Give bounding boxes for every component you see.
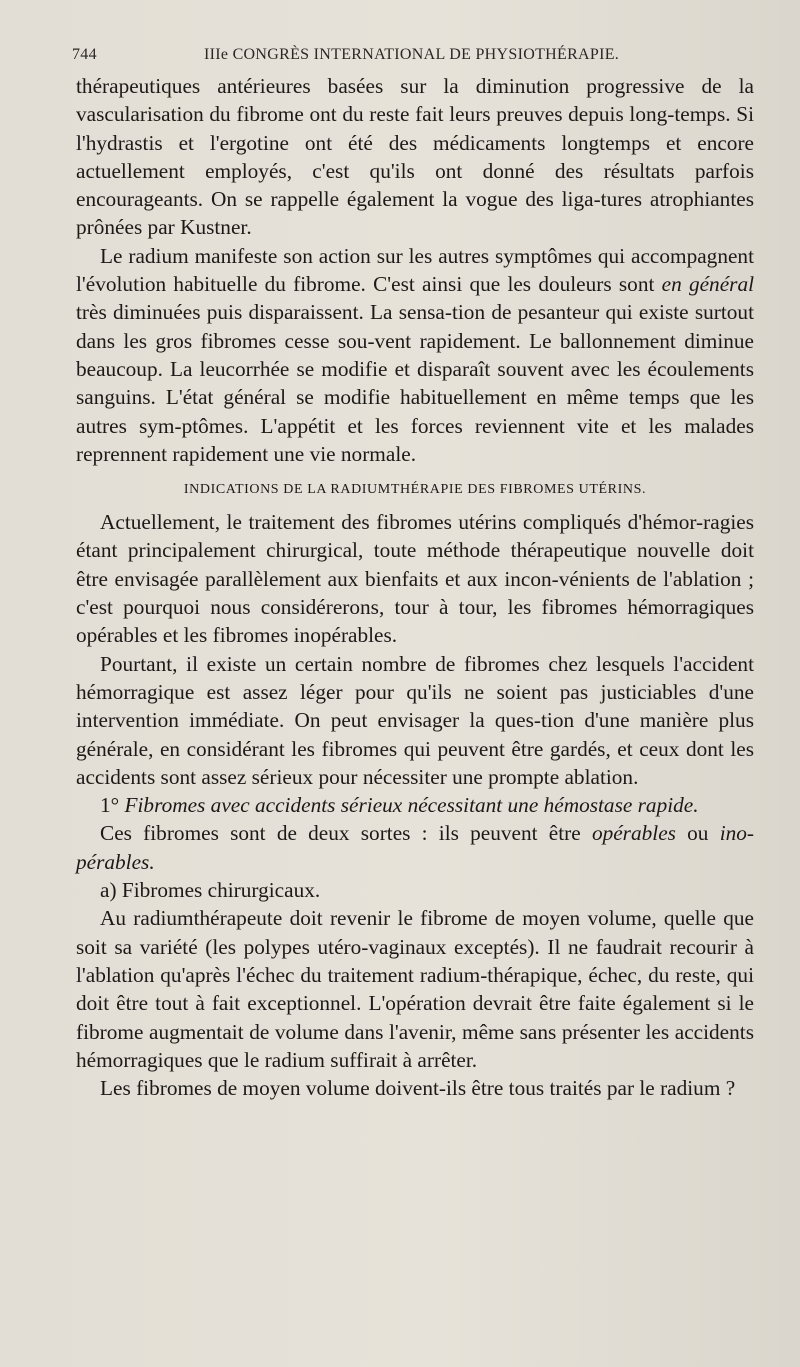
paragraph-8: Au radiumthérapeute doit revenir le fibrome de moyen volume, quelle que soit sa variété (les polypes utéro-vaginaux exceptés). Il ne faudrait recourir à l'ablation qu'après l'échec du traitement radium-thérapique, échec, du reste, qui doit être tout à fait exceptionnel. L'opération devrait être faite également si le fibrome augmentait de volume dans l'avenir, même sans présenter les accidents hémorragiques que le radium suffirait à arrêter. — [76, 906, 754, 1072]
page-number: 744 — [72, 46, 97, 63]
running-title: IIIe CONGRÈS INTERNATIONAL DE PHYSIOTHÉRAPIE. — [204, 46, 620, 63]
paragraph-5-number: 1° — [100, 793, 120, 818]
paragraph-6-italic-1: opérables — [591, 821, 676, 846]
paragraph-5-italic: Fibromes avec accidents sérieux nécessitant une hémostase rapide. — [124, 793, 699, 818]
paragraph-6-text-b: ou — [675, 821, 720, 846]
paragraph-6-italic-2: ino-pérables. — [76, 821, 754, 874]
paragraph-2 — [76, 242, 754, 468]
paragraph-4: Pourtant, il existe un certain nombre de fibromes chez lesquels l'accident hémorragique est assez léger pour qu'ils ne soient pas justiciables d'une intervention immédiate. On peut envisager la ques-tion d'une manière plus générale, en considérant les fibromes qui peuvent être gardés, et ceux dont les accidents sont assez sérieux pour nécessiter une prompte ablation. — [76, 651, 754, 789]
section-heading: INDICATIONS DE LA RADIUMTHÉRAPIE DES FIBROMES UTÉRINS. — [183, 482, 647, 498]
paragraph-2-italic: en général — [661, 272, 755, 297]
paragraph-6 — [76, 819, 754, 876]
page-body — [76, 72, 754, 1102]
paragraph-2-text-b: très diminuées puis disparaissent. La sensa-tion de pesanteur qui existe surtout dans les gros fibromes cesse sou-vent rapidement. Le ballonnement diminue beaucoup. La leucorrhée se modifie et disparaît souvent avec les écoulements sanguins. L'état général se modifie habituellement en même temps que les autres sym-ptômes. L'appétit et les forces reviennent vite et les malades reprennent rapidement une vie normale. — [76, 300, 754, 466]
paragraph-3: Actuellement, le traitement des fibromes utérins compliqués d'hémor-ragies étant principalement chirurgical, toute méthode thérapeutique nouvelle doit être envisagée parallèlement aux bienfaits et aux incon-vénients de l'ablation ; c'est pourquoi nous considérerons, tour à tour, les fibromes hémorragiques opérables et les fibromes inopérables. — [76, 510, 754, 648]
paragraph-6-text-a: Ces fibromes sont de deux sortes : ils peuvent être — [100, 821, 592, 846]
paragraph-9: Les fibromes de moyen volume doivent-ils être tous traités par le radium ? — [100, 1076, 736, 1101]
paragraph-2-text-a: Le radium manifeste son action sur les autres symptômes qui accompagnent l'évolution habituelle du fibrome. C'est ainsi que les douleurs sont — [76, 243, 754, 297]
paragraph-1: thérapeutiques antérieures basées sur la diminution progressive de la vascularisation du fibrome ont du reste fait leurs preuves depuis long-temps. Si l'hydrastis et l'ergotine ont été des médicaments longtemps et encore actuellement employés, c'est qu'ils ont donné des résultats parfois encourageants. On se rappelle également la vogue des liga-tures atrophiantes prônées par Kustner. — [76, 74, 754, 240]
page-header — [72, 42, 752, 66]
paragraph-7: a) Fibromes chirurgicaux. — [100, 878, 321, 903]
paragraph-5 — [76, 791, 754, 819]
